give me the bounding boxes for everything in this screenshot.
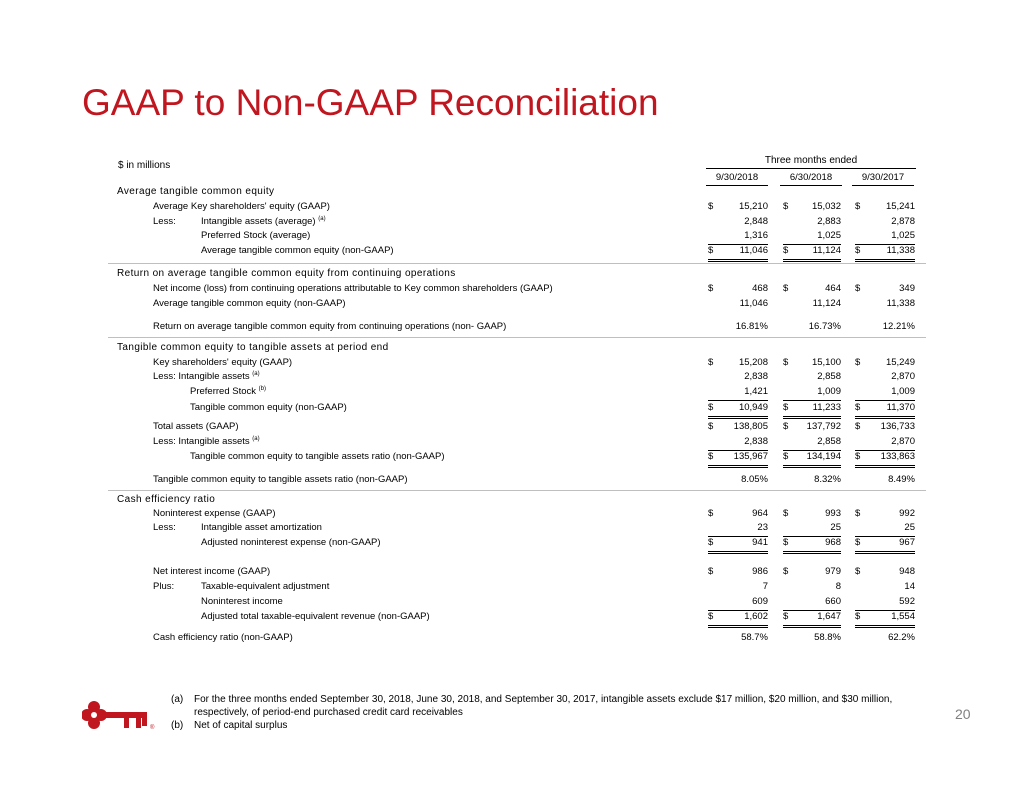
column-header-6-30-2018: 6/30/2018 (780, 172, 842, 186)
cell-value: $ 15,241 (855, 201, 915, 212)
section-divider (108, 490, 926, 491)
svg-text:®: ® (150, 725, 155, 731)
cell-value: 14 (904, 581, 915, 592)
column-header-9-30-2018: 9/30/2018 (706, 172, 768, 186)
page-number: 20 (955, 706, 971, 722)
section-divider (108, 337, 926, 338)
section-heading-average-tce: Average tangible common equity (117, 186, 275, 197)
footnote-b-text: Net of capital surplus (194, 720, 288, 731)
cell-value: 23 (708, 522, 768, 537)
cell-value: 58.7% (741, 632, 768, 643)
row-label: Taxable-equivalent adjustment (201, 581, 330, 592)
cell-value: $ 138,805 (708, 421, 768, 432)
cell-value: 7 (762, 581, 768, 592)
cell-value: $ 964 (708, 508, 768, 519)
row-label: Average Key shareholders' equity (GAAP) (153, 201, 330, 212)
cell-value: 1,009 (855, 386, 915, 401)
row-label: Intangible assets (average) $^{(a)}$ (201, 216, 326, 228)
cell-value: $ 349 (855, 283, 915, 294)
cell-value: $ 15,210 (708, 201, 768, 212)
cell-value: $ 15,249 (855, 357, 915, 368)
cell-value: $ 993 (783, 508, 841, 519)
period-header: Three months ended (706, 155, 916, 169)
cell-value: 11,338 (886, 298, 915, 309)
row-label: Return on average tangible common equity from continuing operations (non- GAAP) (153, 321, 507, 332)
cell-value: 11,124 (812, 298, 841, 309)
row-prefix: Less: (153, 522, 176, 533)
cell-value: $ 10,949 (708, 402, 768, 419)
cell-value: 1,421 (708, 386, 768, 401)
row-label: Average tangible common equity (non-GAAP) (201, 245, 394, 256)
row-label: Average tangible common equity (non-GAAP) (153, 298, 346, 309)
footnote-a-mark: (a) (171, 694, 184, 705)
cell-value: $ 941 (708, 537, 768, 554)
row-label: Net income (loss) from continuing operations attributable to Key common shareholders (GAAP) (153, 283, 553, 294)
cell-value: 2,870 (855, 436, 915, 451)
cell-value: $ 1,602 (708, 611, 768, 628)
cell-value: 58.8% (814, 632, 841, 643)
cell-value: $ 11,046 (708, 245, 768, 262)
footnote-b-mark: (b) (171, 720, 184, 731)
row-label: Preferred Stock (average) (201, 230, 311, 241)
cell-value: 1,316 (708, 230, 768, 245)
cell-value: $ 1,554 (855, 611, 915, 628)
cell-value: $ 11,124 (783, 245, 841, 262)
cell-value: $ 11,338 (855, 245, 915, 262)
row-prefix: Plus: (153, 581, 175, 592)
cell-value: $ 15,032 (783, 201, 841, 212)
cell-value: $ 136,733 (855, 421, 915, 432)
row-label: Less: Intangible assets $^{(a)}$ (153, 436, 260, 448)
cell-value: $ 967 (855, 537, 915, 554)
cell-value: 12.21% (882, 321, 915, 332)
cell-value: 25 (855, 522, 915, 537)
section-heading-tce-to-ta: Tangible common equity to tangible assets at period end (117, 342, 389, 353)
cell-value: 62.2% (888, 632, 915, 643)
key-logo-icon (82, 700, 162, 737)
cell-value: 2,870 (891, 371, 915, 382)
row-label: Adjusted total taxable-equivalent revenue (non-GAAP) (201, 611, 430, 622)
cell-value: $ 468 (708, 283, 768, 294)
cell-value: 16.81% (735, 321, 768, 332)
section-divider (108, 263, 926, 264)
row-label: Noninterest income (201, 596, 283, 607)
section-heading-cash-efficiency: Cash efficiency ratio (117, 494, 216, 505)
cell-value: $ 134,194 (783, 451, 841, 468)
cell-value: 2,838 (744, 371, 768, 382)
cell-value: 25 (783, 522, 841, 537)
row-label: Tangible common equity to tangible assets ratio (non-GAAP) (190, 451, 445, 462)
page-title: GAAP to Non-GAAP Reconciliation (82, 82, 659, 123)
row-prefix: Less: (153, 216, 176, 227)
cell-value: 1,009 (783, 386, 841, 401)
cell-value: 592 (855, 596, 915, 611)
cell-value: 16.73% (808, 321, 841, 332)
cell-value: $ 979 (783, 566, 841, 577)
cell-value: 2,883 (817, 216, 841, 227)
cell-value: $ 464 (783, 283, 841, 294)
cell-value: 660 (783, 596, 841, 611)
column-header-9-30-2017: 9/30/2017 (852, 172, 914, 186)
row-label: Intangible asset amortization (201, 522, 322, 533)
cell-value: 8.32% (814, 474, 841, 485)
cell-value: $ 135,967 (708, 451, 768, 468)
row-label: Preferred Stock $^{(b)}$ (190, 386, 266, 398)
cell-value: $ 968 (783, 537, 841, 554)
cell-value: 2,858 (783, 436, 841, 451)
section-heading-return-on-tce: Return on average tangible common equity from continuing operations (117, 268, 456, 279)
row-label: Less: Intangible assets $^{(a)}$ (153, 371, 260, 383)
cell-value: $ 992 (855, 508, 915, 519)
cell-value: $ 137,792 (783, 421, 841, 432)
cell-value: $ 11,370 (855, 402, 915, 419)
cell-value: $ 15,100 (783, 357, 841, 368)
cell-value: 8 (835, 581, 841, 592)
footnote-a-line2: respectively, of period-end purchased credit card receivables (194, 707, 463, 718)
cell-value: 11,046 (739, 298, 768, 309)
row-label: Adjusted noninterest expense (non-GAAP) (201, 537, 381, 548)
row-label: Tangible common equity to tangible assets ratio (non-GAAP) (153, 474, 408, 485)
row-label: Tangible common equity (non-GAAP) (190, 402, 347, 413)
cell-value: 8.49% (888, 474, 915, 485)
row-label: Total assets (GAAP) (153, 421, 239, 432)
cell-value: $ 948 (855, 566, 915, 577)
cell-value: 1,025 (855, 230, 915, 245)
cell-value: $ 133,863 (855, 451, 915, 468)
units-label: $ in millions (118, 160, 171, 171)
cell-value: 2,858 (817, 371, 841, 382)
row-label: Cash efficiency ratio (non-GAAP) (153, 632, 293, 643)
cell-value: 609 (708, 596, 768, 611)
cell-value: $ 1,647 (783, 611, 841, 628)
cell-value: 8.05% (741, 474, 768, 485)
cell-value: 1,025 (783, 230, 841, 245)
cell-value: 2,848 (744, 216, 768, 227)
cell-value: 2,838 (708, 436, 768, 451)
cell-value: $ 986 (708, 566, 768, 577)
footnote-a-line1: For the three months ended September 30, 2018, June 30, 2018, and September 30, 2017, intangible assets exclude $17 million, $20 million, and $30 million, (194, 694, 893, 705)
row-label: Key shareholders' equity (GAAP) (153, 357, 293, 368)
row-label: Net interest income (GAAP) (153, 566, 271, 577)
cell-value: 2,878 (891, 216, 915, 227)
cell-value: $ 15,208 (708, 357, 768, 368)
cell-value: $ 11,233 (783, 402, 841, 419)
row-label: Noninterest expense (GAAP) (153, 508, 276, 519)
